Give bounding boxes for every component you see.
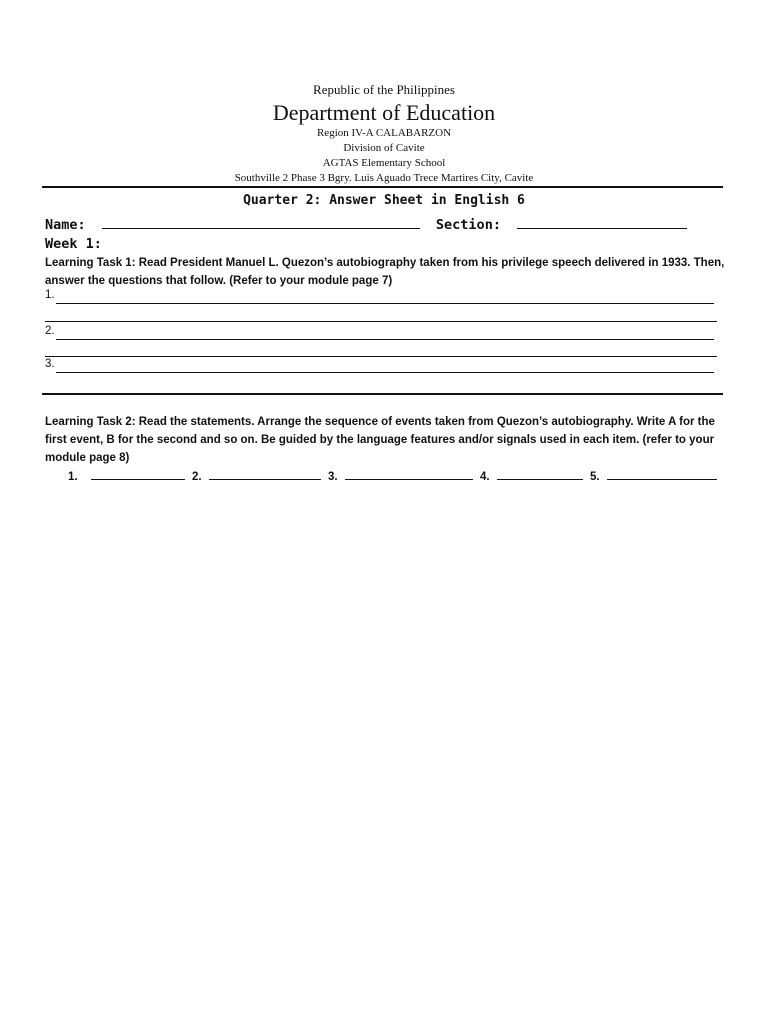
division-line: Division of Cavite (343, 142, 425, 154)
sequence-number-1: 1. (68, 471, 78, 483)
sequence-number-2: 2. (192, 471, 202, 483)
department-heading: Department of Education (272, 100, 496, 125)
task2-reference: (refer to your module page 8) (45, 434, 715, 464)
week-label: Week 1: (45, 236, 102, 252)
region-line: Region IV-A CALABARZON (316, 127, 452, 139)
section-field[interactable] (517, 214, 687, 229)
answer-line-2a[interactable] (56, 339, 714, 340)
sequence-number-3: 3. (328, 471, 338, 483)
answer-line-2b[interactable] (45, 356, 717, 357)
task2-title: Learning Task 2: (45, 416, 136, 428)
section-divider (42, 393, 723, 395)
sequence-number-4: 4. (480, 471, 490, 483)
answer-line-1a[interactable] (56, 303, 714, 304)
sequence-blank-4[interactable] (497, 468, 583, 480)
header-divider (42, 186, 723, 188)
sequence-item-4 (480, 468, 583, 483)
name-section-row (45, 214, 687, 233)
task1-text: Read President Manuel L. Quezon’s autobiography taken from his privilege speech delivered in 1933. Then, answer the questions that follow. (Refer to your module page 7) (45, 257, 725, 287)
answer-number-3: 3. (45, 358, 55, 370)
sequence-blank-2[interactable] (209, 468, 321, 480)
school-line: AGTAS Elementary School (322, 157, 446, 169)
task1-instructions (45, 254, 725, 290)
answer-number-1: 1. (45, 289, 55, 301)
sequence-number-5: 5. (590, 471, 600, 483)
sequence-blank-5[interactable] (607, 468, 717, 480)
name-label: Name: (45, 217, 86, 233)
answer-sheet-title: Quarter 2: Answer Sheet in English 6 (243, 193, 525, 208)
answer-line-1b[interactable] (45, 321, 717, 322)
republic-heading: Republic of the Philippines (313, 82, 455, 97)
sequence-answer-row (68, 468, 721, 483)
sequence-item-3 (328, 468, 473, 483)
answer-number-2: 2. (45, 325, 55, 337)
sequence-item-2 (192, 468, 321, 483)
document-header (0, 80, 768, 186)
task2-text: Read the statements. Arrange the sequence of events taken from Quezon’s autobiography. Write A for the first event, B for the second and so on. Be guided by the language features and/or signals used in each item. (45, 416, 715, 446)
answer-line-3a[interactable] (56, 372, 714, 373)
task2-instructions (45, 413, 725, 467)
sequence-blank-3[interactable] (345, 468, 473, 480)
task1-title: Learning Task 1: (45, 257, 136, 269)
address-line: Southville 2 Phase 3 Bgry. Luis Aguado Trece Martires City, Cavite (234, 172, 534, 184)
sequence-item-1 (68, 468, 185, 483)
section-label: Section: (435, 217, 501, 233)
sequence-item-5 (590, 468, 717, 483)
sequence-blank-1[interactable] (91, 468, 185, 480)
name-field[interactable] (102, 214, 420, 229)
